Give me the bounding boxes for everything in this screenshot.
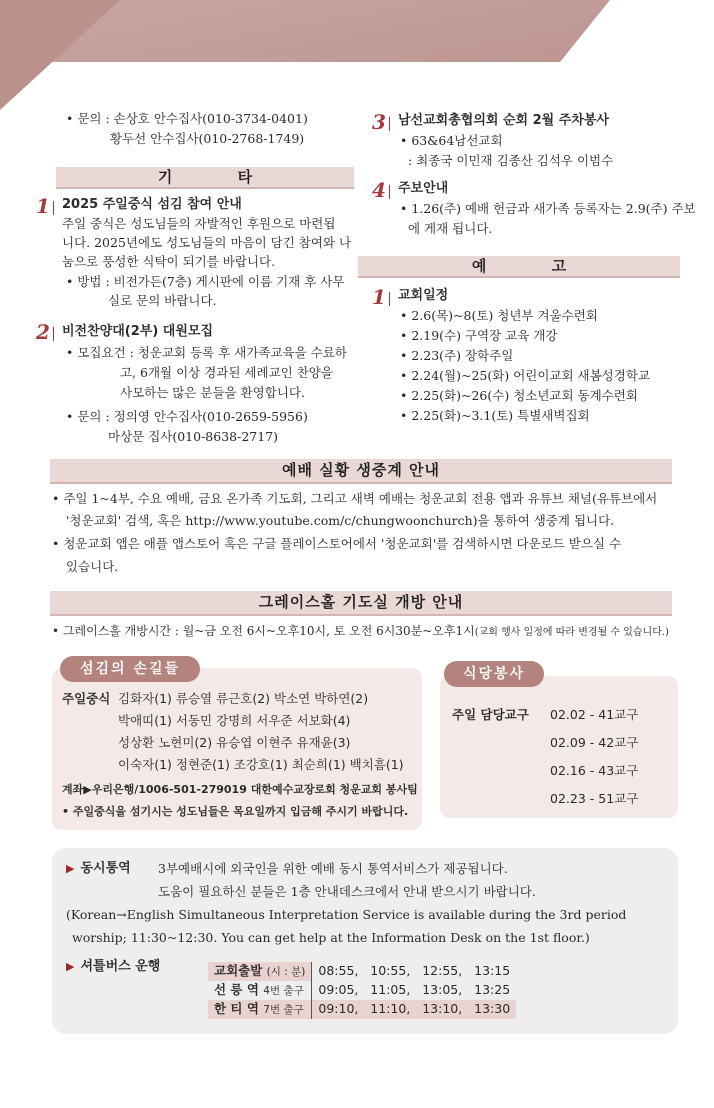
shuttle-times: 09:05, 11:05, 13:05, 13:25 xyxy=(318,982,511,998)
grace-hall-title: 그레이스홀 기도실 개방 안내 xyxy=(50,591,672,616)
item-text: : 최종국 이민재 김종산 김석우 이범수 xyxy=(408,153,614,168)
stop-name: 교회출발 xyxy=(214,963,263,979)
triangle-icon: ▶ xyxy=(66,862,75,875)
interpretation-label: 동시통역 xyxy=(80,861,131,876)
item-text: 주일 중식은 성도님들의 자발적인 후원으로 마련됩 xyxy=(62,216,336,231)
servants-label: 주일중식 xyxy=(62,691,111,706)
servants-note: • 주일중식을 섬기시는 성도님들은 목요일까지 입금해 주시기 바랍니다. xyxy=(62,805,409,818)
kitchen-entry: 02.09 - 42교구 xyxy=(550,735,639,750)
header-decoration xyxy=(0,0,714,110)
item-text: 눔으로 풍성한 식탁이 되기를 바랍니다. xyxy=(62,254,276,269)
broadcast-text: • 청운교회 앱은 애플 앱스토어 혹은 구글 플레이스토어에서 '청운교회'를 검색하시면 다운로드 받으실 수 xyxy=(52,536,622,551)
item-text: 에 게재 됩니다. xyxy=(408,221,493,236)
kitchen-entry: 02.16 - 43교구 xyxy=(550,763,639,778)
item-method: 실로 문의 바랍니다. xyxy=(108,293,217,308)
broadcast-text: '청운교회' 검색, 혹은 http://www.youtube.com/c/chungwoonchurch)을 통하여 생중계 됩니다. xyxy=(66,513,615,528)
contact-line-2: 황두선 안수집사(010-2768-1749) xyxy=(110,131,305,146)
item-number: 2 xyxy=(36,318,54,347)
servants-row: 이숙자(1) 정현준(1) 조강호(1) 최순희(1) 백치흠(1) xyxy=(118,757,404,772)
kitchen-entry: 02.23 - 51교구 xyxy=(550,791,639,806)
servants-row: 김화자(1) 류승열 류근호(2) 박소연 박하연(2) xyxy=(118,691,369,706)
servants-account: 계좌▶우리은행/1006-501-279019 대한예수교장로회 청운교회 봉사팀 xyxy=(62,783,418,796)
item-number: 3 xyxy=(372,108,390,137)
schedule-item: • 2.25(화)~26(수) 청소년교회 동계수련회 xyxy=(400,388,638,403)
item-title: 남선교회총협의회 순회 2월 주차봉사 xyxy=(398,113,609,128)
interpretation-text: 3부예배시에 외국인을 위한 예배 동시 통역서비스가 제공됩니다. xyxy=(158,861,508,876)
servants-row: 성상환 노현미(2) 유승엽 이현주 유재윤(3) xyxy=(118,735,351,750)
item-number: 1 xyxy=(372,283,390,312)
item-number: 4 xyxy=(372,176,390,205)
shuttle-row xyxy=(208,962,516,981)
item-method: • 방법 : 비전가든(7층) 게시판에 이름 기재 후 사무 xyxy=(66,274,345,289)
stop-name: 선 릉 역 xyxy=(214,982,259,998)
item-title: 주보안내 xyxy=(398,181,449,196)
stop-sub: 4번 출구 xyxy=(263,985,304,998)
item-text: 사모하는 많은 분들을 환영합니다. xyxy=(120,385,305,400)
item-number: 1 xyxy=(36,192,54,221)
broadcast-text: • 주일 1~4부, 수요 예배, 금요 온가족 기도회, 그리고 새벽 예배는 청운교회 전용 앱과 유튜브 채널(유튜브에서 xyxy=(52,491,658,506)
item-title: 비전찬양대(2부) 대원모집 xyxy=(62,324,214,339)
item-contact: 마상문 집사(010-8638-2717) xyxy=(108,429,279,444)
shuttle-stop xyxy=(208,981,312,1000)
section-title-misc: 기 타 xyxy=(56,167,354,189)
broadcast-title: 예배 실황 생중계 안내 xyxy=(50,459,672,484)
triangle-icon: ▶ xyxy=(66,960,75,973)
item-title: 2025 주일중식 섬김 참여 안내 xyxy=(62,197,242,212)
item-text: 고, 6개월 이상 경과된 세례교인 찬양을 xyxy=(120,365,333,380)
interpretation-english: worship; 11:30~12:30. You can get help at the Information Desk on the 1st floor.) xyxy=(72,930,590,945)
schedule-item: • 2.6(목)~8(토) 청년부 겨울수련회 xyxy=(400,308,598,323)
kitchen-entry: 02.02 - 41교구 xyxy=(550,707,639,722)
stop-sub: 7번 출구 xyxy=(263,1004,304,1017)
shuttle-stop xyxy=(208,1000,312,1019)
grace-hall-note: (교회 행사 일정에 따라 변경될 수 있습니다.) xyxy=(474,627,669,638)
servants-row: 박애띠(1) 서동민 강명희 서우준 서보화(4) xyxy=(118,713,351,728)
shuttle-label: 셔틀버스 운행 xyxy=(80,959,161,974)
interpretation-heading xyxy=(66,860,131,879)
section-title-notice: 예 고 xyxy=(358,256,680,278)
schedule-item: • 2.19(수) 구역장 교육 개강 xyxy=(400,328,558,343)
interpretation-text: 도움이 필요하신 분들은 1층 안내데스크에서 안내 받으시기 바랍니다. xyxy=(158,884,536,899)
schedule-item: • 2.24(월)~25(화) 어린이교회 새봄성경학교 xyxy=(400,368,650,383)
broadcast-text: 있습니다. xyxy=(66,559,119,574)
shuttle-times: 09:10, 11:10, 13:10, 13:30 xyxy=(312,1000,516,1019)
item-title: 교회일정 xyxy=(398,288,449,303)
item-text: • 1.26(주) 예배 헌금과 새가족 등록자는 2.9(주) 주보 xyxy=(400,201,696,216)
grace-hall-hours-text: • 그레이스홀 개방시간 : 월~금 오전 6시~오후10시, 토 오전 6시30분~오후1시 xyxy=(52,624,475,638)
kitchen-label: 주일 담당교구 xyxy=(452,707,529,722)
shuttle-table xyxy=(208,962,516,1019)
item-text: • 63&64남선교회 xyxy=(400,133,503,148)
grace-hall-hours xyxy=(52,623,669,641)
contact-line-1: • 문의 : 손상호 안수집사(010-3734-0401) xyxy=(66,111,308,126)
kitchen-pill: 식당봉사 xyxy=(444,661,544,687)
shuttle-times: 08:55, 10:55, 12:55, 13:15 xyxy=(318,963,511,979)
item-text: • 모집요건 : 청운교회 등록 후 새가족교육을 수료하 xyxy=(66,345,347,360)
shuttle-heading xyxy=(66,958,160,977)
stop-sub: (시 : 분) xyxy=(266,966,306,979)
shuttle-row xyxy=(208,981,516,1000)
schedule-item: • 2.25(화)~3.1(토) 특별새벽집회 xyxy=(400,408,590,423)
schedule-item: • 2.23(주) 장학주일 xyxy=(400,348,514,363)
item-contact: • 문의 : 정의영 안수집사(010-2659-5956) xyxy=(66,409,308,424)
stop-name: 한 티 역 xyxy=(214,1001,259,1017)
shuttle-row xyxy=(208,1000,516,1019)
servants-pill: 섬김의 손길들 xyxy=(60,656,200,682)
interpretation-english: (Korean→English Simultaneous Interpretation Service is available during the 3rd period xyxy=(66,907,627,922)
shuttle-stop xyxy=(208,962,312,981)
item-text: 니다. 2025년에도 성도님들의 마음이 담긴 참여와 나 xyxy=(62,235,352,250)
